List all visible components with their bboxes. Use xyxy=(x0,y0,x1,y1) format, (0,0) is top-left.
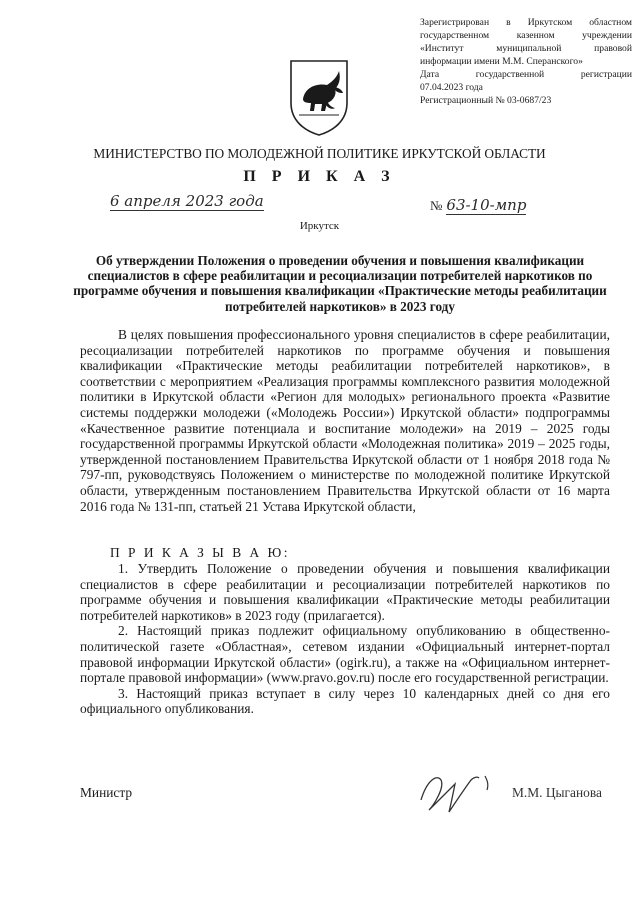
registration-line: государственном казенном учреждении xyxy=(420,30,632,41)
registration-line: Дата государственной регистрации xyxy=(420,69,632,80)
order-number-value: 63-10-мпр xyxy=(446,196,527,214)
registration-line: информации имени М.М. Сперанского» xyxy=(420,56,583,67)
order-date: 6 апреля 2023 года xyxy=(110,192,264,210)
coat-of-arms-icon xyxy=(287,57,351,137)
registration-line: 07.04.2023 года xyxy=(420,82,483,93)
orders-word: П Р И К А З Ы В А Ю: xyxy=(110,545,290,560)
signatory-role: Министр xyxy=(80,785,133,800)
document-title: Об утверждении Положения о проведении обучения и повышения квалификации специалистов в сфере реабилитации и ресоциализации потребителей наркотиков по программе обучения и повышения квалификации «Практические методы реабилитации потребителей наркотиков» в 2023 году xyxy=(73,253,607,314)
order-item: 2. Настоящий приказ подлежит официальному опубликованию в общественно-политической газете «Областная», сетевом издании «Официальный интернет-портал правовой информации Иркутской области» (ogirk.ru), а также на «Официальном интернет-портале правовой информации» (www.pravo.gov.ru) после его государственной регистрации. xyxy=(80,623,610,686)
preamble-text: В целях повышения профессионального уровня специалистов в сфере реабилитации, ресоциализации потребителей наркотиков по программе обучения и повышения квалификации «Практические методы реабилитации потребителей наркотиков», в соответствии с мероприятием «Реализация программы комплексного развития молодежной политики в Иркутской области «Регион для молодых» регионального проекта «Развитие системы поддержки молодежи («Молодежь России») Иркутской области» подпрограммы «Качественное развитие потенциала и воспитание молодежи» на 2019 – 2025 годы государственной программы Иркутской области «Молодежная политика» 2019 – 2025 годы, утвержденной постановлением Правительства Иркутской области от 1 ноября 2018 года № 797-пп, руководствуясь Положением о министерстве по молодежной политике Иркутской области, утвержденным постановлением Правительства Иркутской области от 16 марта 2016 года № 131-пп, статьей 21 Устава Иркутской области, xyxy=(80,327,610,514)
registration-line: Регистрационный № 03-0687/23 xyxy=(420,95,552,106)
preamble xyxy=(80,327,610,514)
order-item: 1. Утвердить Положение о проведении обучения и повышения квалификации специалистов в сфере реабилитации и ресоциализации потребителей наркотиков по программе обучения и повышения квалификации «Практические методы реабилитации потребителей наркотиков» в 2023 году (прилагается). xyxy=(80,561,610,623)
order-item: 3. Настоящий приказ вступает в силу через 10 календарных дней со дня его официального опубликования. xyxy=(80,685,610,717)
registration-line: Зарегистрирован в Иркутском областном xyxy=(420,17,632,28)
order-number xyxy=(430,196,526,215)
signatory-name: М.М. Цыганова xyxy=(512,785,602,800)
number-sign: № xyxy=(430,198,443,213)
ministry-name: МИНИСТЕРСТВО ПО МОЛОДЕЖНОЙ ПОЛИТИКЕ ИРКУТСКОЙ ОБЛАСТИ xyxy=(93,146,546,161)
document-type: П Р И К А З xyxy=(243,168,396,185)
signature-scribble xyxy=(415,770,510,818)
registration-line: «Институт муниципальной правовой xyxy=(420,43,632,54)
registration-stamp xyxy=(420,16,632,107)
order-items xyxy=(80,561,610,717)
city: Иркутск xyxy=(299,220,340,232)
